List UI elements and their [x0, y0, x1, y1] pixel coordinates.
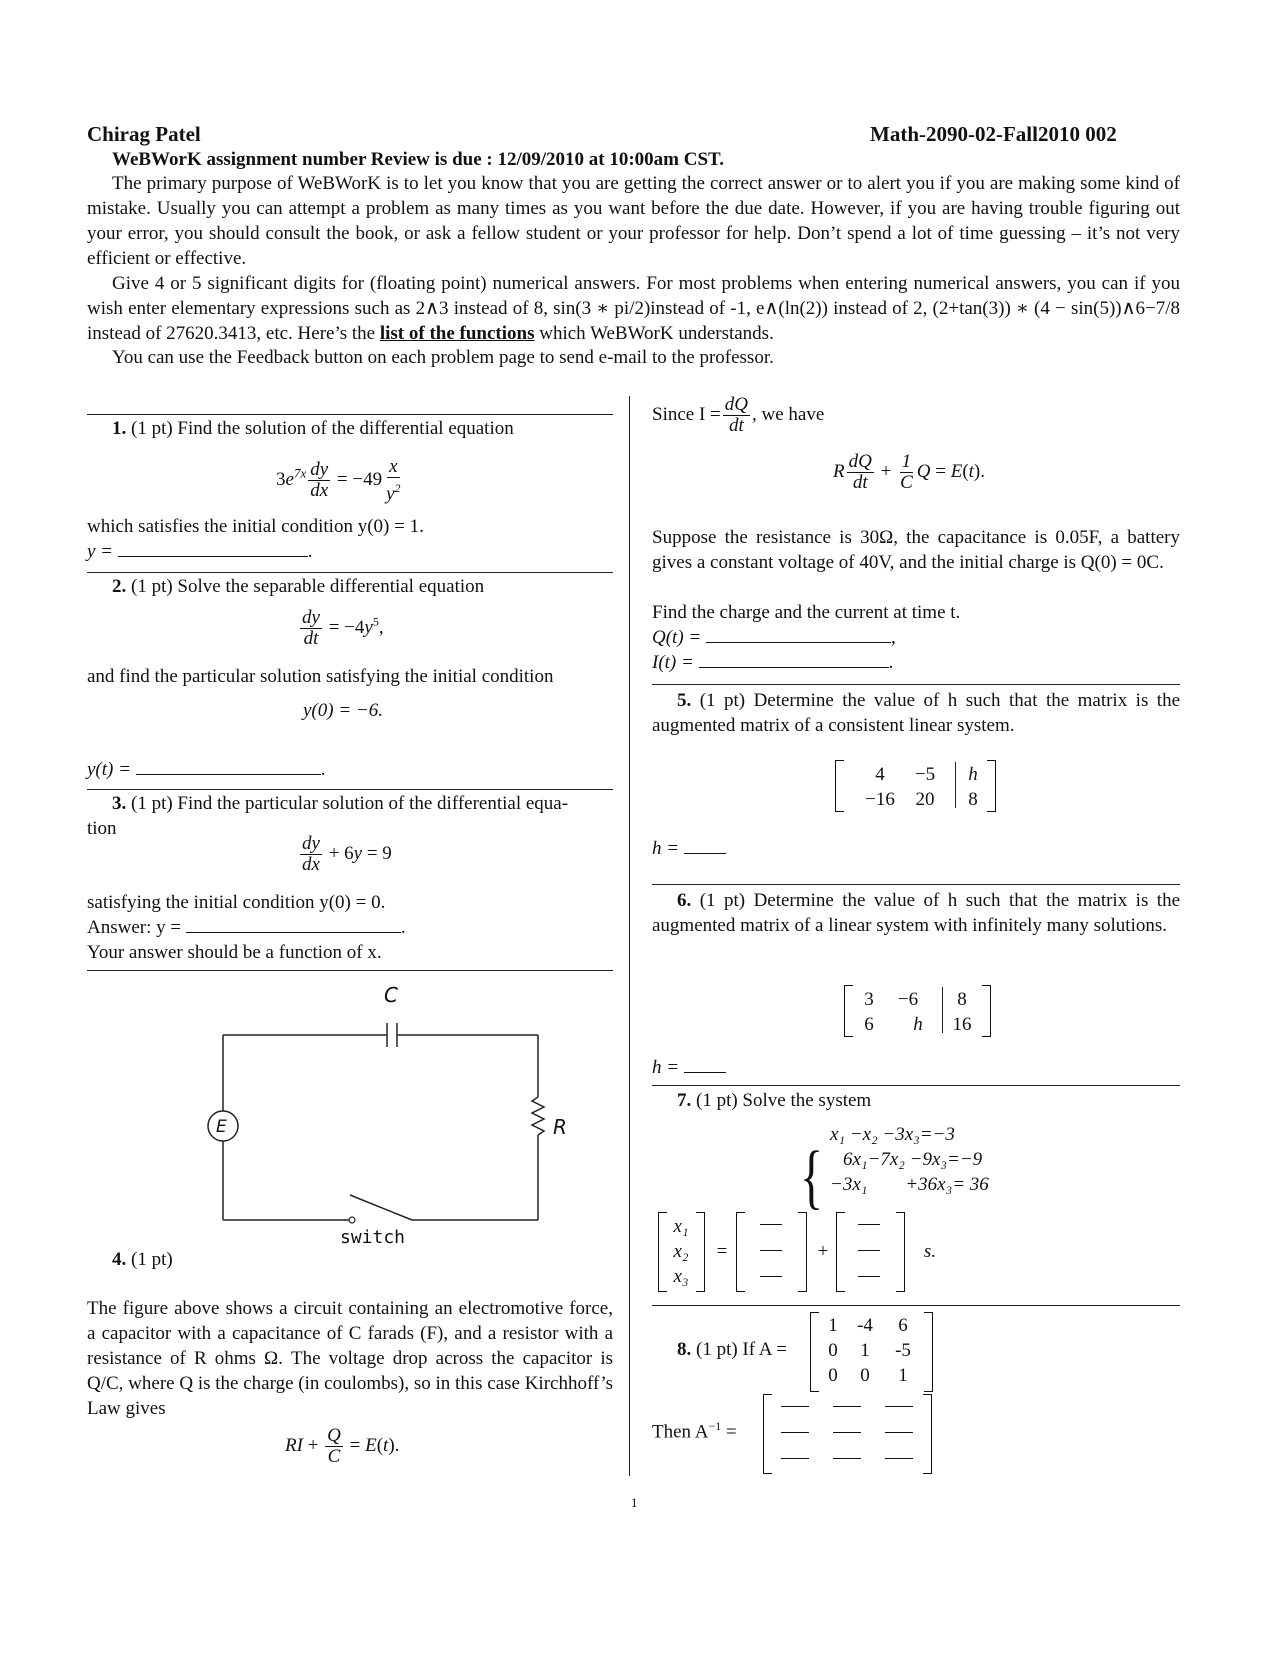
problem-8-text: (1 pt) If A =	[696, 1339, 787, 1360]
problem-3-condition: satisfying the initial condition y(0) = 0.	[87, 892, 386, 913]
matrix-cell: 4	[875, 764, 885, 785]
problem-2-answer: y(t) = .	[87, 759, 326, 780]
system-eq-3: −3x₁ +36x₃= 36	[830, 1174, 989, 1195]
problem-1-number: 1.	[112, 418, 127, 439]
course-name: Math-2090-02-Fall2010 002	[870, 122, 1117, 146]
page-number: 1	[631, 1495, 638, 1510]
bracket-right	[987, 760, 996, 812]
problem-7-prompt	[677, 1088, 871, 1113]
problem-6-prompt	[652, 888, 1180, 938]
problem-5-matrix	[835, 760, 995, 812]
emf-label: E	[216, 1117, 227, 1137]
student-name: Chirag Patel	[87, 122, 201, 146]
problem-7-text: (1 pt) Solve the system	[696, 1090, 872, 1111]
answer-blank[interactable]	[760, 1276, 782, 1277]
problem-2-answer-blank[interactable]	[136, 758, 321, 775]
rule	[652, 1085, 1180, 1086]
problem-8-number: 8.	[677, 1339, 692, 1360]
equals-sign: =	[716, 1241, 728, 1262]
matrix-cell: 0	[828, 1340, 838, 1361]
intro-paragraph-1: The primary purpose of WeBWorK is to let you know that you are getting the correct answer or to alert you if you are making some kind of mistake. Usually you can attempt a problem as many times as you want before the due date. However, if you are having trouble figuring out your error, you should consult the book, or ask a fellow student or your professor for help. Don’t spend a lot of time guessing – it’s not very efficient or effective.	[87, 173, 1180, 269]
answer-blank[interactable]	[760, 1224, 782, 1225]
problem-1-answer-blank[interactable]	[118, 540, 308, 557]
rule	[87, 789, 613, 790]
problem-2-prompt	[112, 574, 484, 599]
functions-link[interactable]: list of the functions	[379, 323, 535, 344]
bracket-right	[924, 1312, 933, 1392]
problem-1-text: (1 pt) Find the solution of the differential equation	[131, 418, 514, 439]
problem-3-equation: $\frac{dy}{dx}$ + 6y = 9	[302, 833, 392, 875]
problem-1-prompt	[112, 416, 514, 441]
answer-blank[interactable]	[833, 1432, 861, 1433]
problem-6-number: 6.	[677, 890, 692, 911]
problem-4-points: (1 pt)	[131, 1249, 173, 1270]
bracket-right	[923, 1394, 932, 1474]
circuit-figure	[190, 985, 610, 1255]
answer-blank[interactable]	[833, 1406, 861, 1407]
problem-4-answer-q: Q(t) = ,	[652, 627, 896, 648]
problem-3-text-2: tion	[87, 818, 117, 839]
bracket-right	[798, 1212, 807, 1292]
bracket-left	[844, 985, 853, 1037]
problem-6-answer-label: h =	[652, 1057, 680, 1078]
problem-7-solution-vectors	[658, 1212, 958, 1292]
kirchhoff-equation: RI + $\frac{Q}{C}$ = E(t).	[285, 1425, 400, 1467]
answer-blank[interactable]	[760, 1250, 782, 1251]
bracket-right	[696, 1212, 705, 1292]
answer-blank[interactable]	[781, 1432, 809, 1433]
system-eq-2: 6x₁−7x₂ −9x₃=−9	[843, 1149, 983, 1170]
matrix-cell: 1	[828, 1315, 838, 1336]
system-eq-1: x₁ −x₂ −3x₃=−3	[830, 1124, 955, 1145]
problem-8-inverse-matrix	[763, 1394, 933, 1474]
problem-1-answer: y = .	[87, 541, 313, 562]
problem-5-text: (1 pt) Determine the value of h such that the matrix is the augmented matrix of a consistent linear system.	[652, 690, 1181, 736]
problem-5-answer	[652, 836, 726, 861]
problem-3-text: (1 pt) Find the particular solution of the differential equa-	[131, 793, 569, 814]
problem-4-suppose: Suppose the resistance is 30Ω, the capacitance is 0.05F, a battery gives a constant voltage of 40V, and the initial charge is Q(0) = 0C.	[652, 527, 1180, 573]
problem-1-equation: $3e^{7x}$ $\frac{dy}{dx}$ = −49 $\frac{x}{y^2}$	[276, 456, 401, 505]
problem-4-prompt	[112, 1247, 173, 1272]
rule	[652, 884, 1180, 885]
answer-blank[interactable]	[885, 1406, 913, 1407]
var-x1: x₁	[673, 1216, 689, 1237]
rule	[87, 572, 613, 573]
capacitor-label: C	[384, 983, 398, 1007]
answer-blank[interactable]	[858, 1250, 880, 1251]
problem-2-text: (1 pt) Solve the separable differential equation	[131, 576, 485, 597]
i-answer-blank[interactable]	[699, 651, 889, 668]
intro-p2-text: Give 4 or 5 significant digits for (floating point) numerical answers. For most problems when entering numerical answers, you can if you wish enter elementary expressions such as 2∧3 instead of 8, sin(3 ∗ pi/2)instead of -1, e∧(ln(2)) instead of 2, (2+tan(3)) ∗ (4 − sin(5))∧6−7/8 instead of 27620.3413, etc. Here’s the	[87, 273, 1180, 344]
problem-8-then: Then $A^{-1}$ =	[652, 1419, 737, 1443]
matrix-cell: −6	[897, 989, 919, 1010]
bracket-right	[896, 1212, 905, 1292]
problem-2-answer-label: y(t) =	[87, 759, 131, 780]
problem-2-number: 2.	[112, 576, 127, 597]
answer-blank[interactable]	[885, 1458, 913, 1459]
matrix-cell: 8	[957, 989, 967, 1010]
bracket-left	[835, 760, 844, 812]
plus-sign: +	[817, 1241, 829, 1262]
matrix-cell: 1	[860, 1340, 870, 1361]
problem-3-prompt	[112, 791, 568, 816]
q-answer-blank[interactable]	[706, 626, 891, 643]
problem-3-note: Your answer should be a function of x.	[87, 942, 382, 963]
problem-4-text: The figure above shows a circuit containing an electromotive force, a capacitor with a capacitance of C farads (F), and a resistor with a resistance of R ohms Ω. The voltage drop across the capacitor is Q/C, where Q is the charge (in coulombs), so in this case Kirchhoff’s Law gives	[87, 1298, 613, 1419]
bracket-left	[736, 1212, 745, 1292]
intro-paragraph-2	[87, 271, 1180, 346]
problem-5-number: 5.	[677, 690, 692, 711]
matrix-cell: 0	[828, 1365, 838, 1386]
problem-4-find: Find the charge and the current at time t.	[652, 602, 961, 623]
problem-2-find: and find the particular solution satisfying the initial condition	[87, 666, 554, 687]
bracket-left	[836, 1212, 845, 1292]
matrix-cell: 20	[915, 789, 935, 810]
problem-6-answer-blank[interactable]	[684, 1056, 726, 1073]
matrix-cell: -5	[895, 1340, 911, 1361]
problem-3-answer-blank[interactable]	[186, 916, 401, 933]
matrix-cell: −16	[865, 789, 895, 810]
problem-8-matrix-a	[810, 1312, 936, 1392]
problem-3-answer: Answer: y = .	[87, 917, 406, 938]
intro-paragraph-3: You can use the Feedback button on each problem page to send e-mail to the professor.	[112, 347, 774, 368]
since-text-tail: , we have	[752, 403, 825, 425]
rule	[87, 414, 613, 415]
var-x3: x₃	[673, 1266, 689, 1287]
problem-2-equation: $\frac{dy}{dt}$ = $-4y^5$,	[302, 607, 384, 649]
intro-p2-tail: which WeBWorK understands.	[539, 323, 774, 344]
rule	[87, 970, 613, 971]
problem-5-answer-label: h =	[652, 838, 680, 859]
problem-1-answer-label: y =	[87, 541, 114, 562]
problem-6-matrix	[844, 985, 990, 1037]
problem-4-number: 4.	[112, 1249, 127, 1270]
rule	[652, 1305, 1180, 1306]
since-text: Since I =	[652, 403, 721, 425]
parameter-s: s.	[923, 1241, 937, 1262]
bracket-right	[982, 985, 991, 1037]
matrix-cell: 3	[864, 989, 874, 1010]
matrix-cell: h	[913, 1014, 923, 1035]
augment-bar	[942, 987, 943, 1033]
rc-equation: R $\frac{dQ}{dt}$ + $\frac{1}{C}$ Q = E(t).	[833, 451, 985, 493]
problem-8-prompt	[677, 1337, 787, 1362]
since-line: Since I = $\frac{dQ}{dt}$ , we have	[652, 394, 825, 436]
rule	[652, 684, 1180, 685]
problem-5-prompt	[652, 688, 1180, 738]
system-brace: {	[800, 1137, 824, 1217]
matrix-cell: 0	[860, 1365, 870, 1386]
answer-blank[interactable]	[858, 1276, 880, 1277]
q-label: Q(t) =	[652, 627, 702, 648]
augment-bar	[955, 762, 956, 808]
assignment-line: WeBWorK assignment number Review is due : 12/09/2010 at 10:00am CST.	[112, 149, 725, 170]
problem-3-answer-label: Answer: y =	[87, 917, 182, 938]
switch-label: switch	[340, 1227, 406, 1248]
then-label: Then A	[652, 1421, 709, 1443]
matrix-cell: 6	[898, 1315, 908, 1336]
answer-blank[interactable]	[833, 1458, 861, 1459]
answer-blank[interactable]	[781, 1458, 809, 1459]
problem-7-number: 7.	[677, 1090, 692, 1111]
matrix-cell: 6	[864, 1014, 874, 1035]
problem-6-text: (1 pt) Determine the value of h such that the matrix is the augmented matrix of a linear system with infinitely many solutions.	[652, 890, 1181, 936]
answer-blank[interactable]	[858, 1224, 880, 1225]
resistor-label: R	[553, 1115, 567, 1139]
matrix-cell: 1	[898, 1365, 908, 1386]
matrix-cell: h	[968, 764, 978, 785]
i-label: I(t) =	[652, 652, 694, 673]
matrix-cell: −5	[914, 764, 936, 785]
answer-blank[interactable]	[781, 1406, 809, 1407]
problem-3-number: 3.	[112, 793, 127, 814]
problem-2-condition: y(0) = −6.	[303, 700, 383, 721]
problem-5-answer-blank[interactable]	[684, 837, 726, 854]
problem-4-answer-i: I(t) = .	[652, 652, 894, 673]
matrix-cell: -4	[857, 1315, 873, 1336]
circuit-diagram	[190, 985, 610, 1255]
problem-1-condition: which satisfies the initial condition y(0) = 1.	[87, 516, 424, 537]
answer-blank[interactable]	[885, 1432, 913, 1433]
problem-6-answer	[652, 1055, 726, 1080]
matrix-cell: 8	[968, 789, 978, 810]
matrix-cell: 16	[952, 1014, 972, 1035]
column-divider	[629, 396, 630, 1476]
var-x2: x₂	[673, 1241, 689, 1262]
bracket-left	[763, 1394, 772, 1474]
